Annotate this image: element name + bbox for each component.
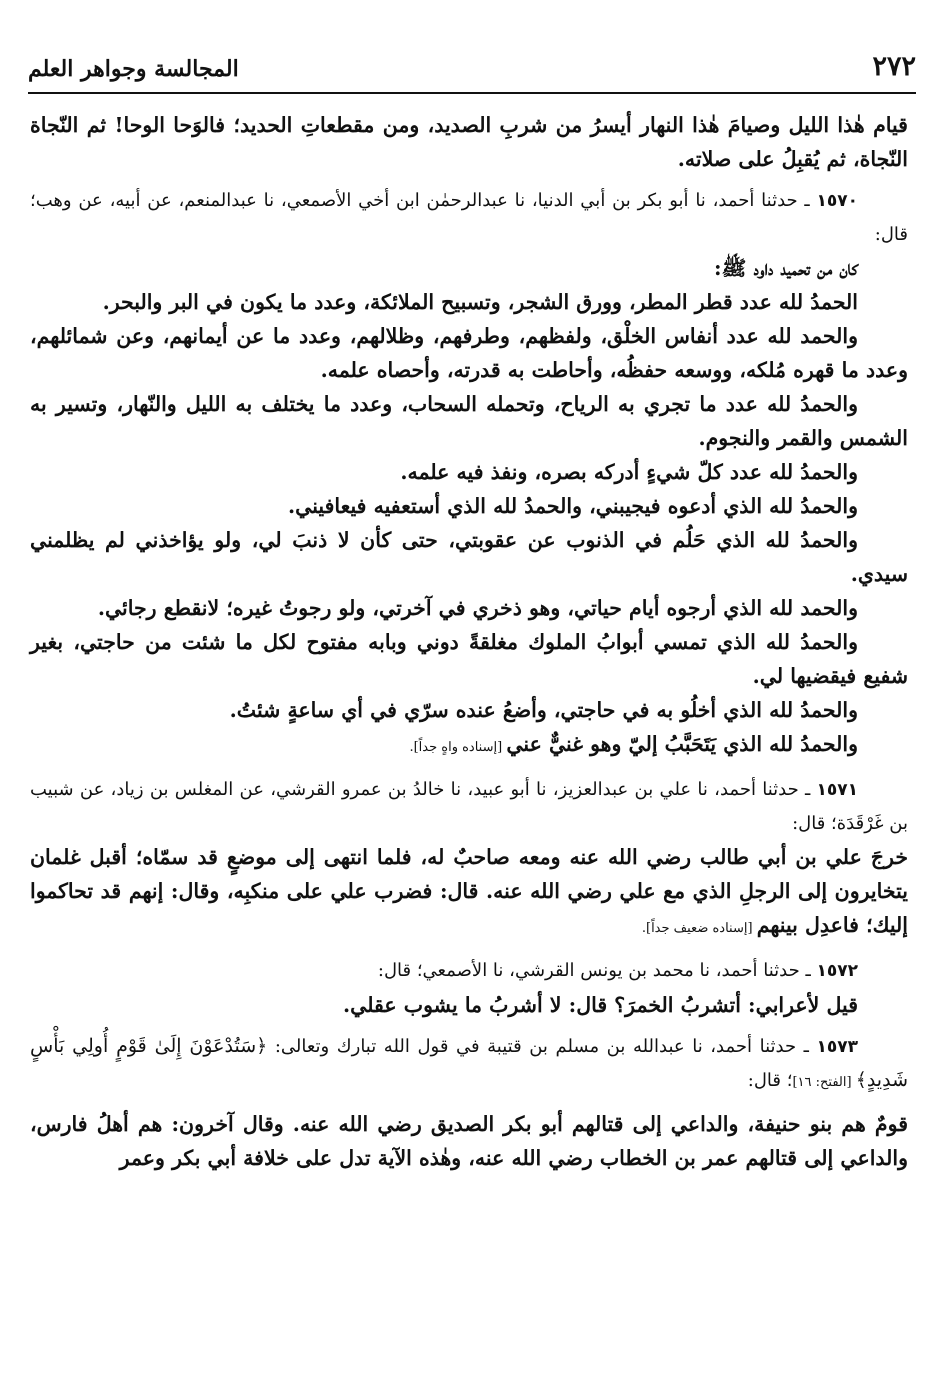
isnad-note: [إسناده ضعيف جداً]. bbox=[641, 921, 757, 936]
paragraph: والحمد لله الذي أرجوه أيام حياتي، وهو ذخري في آخرتي، ولو رجوتُ غيره؛ لانقطع رجائي. bbox=[97, 596, 858, 620]
hadith-1571: ١٥٧١ ـ حدثنا أحمد، نا علي بن عبدالعزيز، نا أبو عبيد، نا خالدُ بن عمرو القرشي، عن المغلس بن زياد، عن شبيب بن غَرْقَدَة؛ قال: bbox=[30, 779, 908, 834]
hadith-number: ١٥٧٢ bbox=[816, 961, 858, 981]
paragraph: قيام هٰذا الليل وصيامَ هٰذا النهار أيسرُ من شربِ الصديد، ومن مقطعاتِ الحديد؛ فالوَحا الوحا! ثم النّجاة النّجاة، ثم يُقبِلُ على صلاته. bbox=[30, 113, 908, 171]
hadith-number: ١٥٧٣ bbox=[816, 1037, 858, 1057]
paragraph: قيل لأعرابي: أتشربُ الخمرَ؟ قال: لا أشربُ ما يشوب عقلي. bbox=[343, 993, 858, 1017]
hadith-1573: ١٥٧٣ ـ حدثنا أحمد، نا عبدالله بن مسلم بن قتيبة في قول الله تبارك وتعالى: ﴿سَتُدْعَوْنَ إِلَىٰ قَوْمٍ أُولِي بَأْسٍ شَدِيدٍ﴾ [الفتح: ١٦]؛ قال: bbox=[30, 1035, 908, 1091]
verse-reference: [الفتح: ١٦] bbox=[792, 1075, 856, 1090]
paragraph: والحمدُ لله الذي أخلُو به في حاجتي، وأضعُ عنده سرّي في أي ساعةٍ شئتُ. bbox=[229, 698, 858, 722]
hadith-1572: ١٥٧٢ ـ حدثنا أحمد، نا محمد بن يونس القرشي، نا الأصمعي؛ قال: bbox=[377, 960, 858, 981]
isnad-note: [إسناده واهٍ جداً]. bbox=[409, 740, 507, 755]
paragraph: والحمد لله عدد أنفاس الخلْق، ولفظهم، وطرفهم، وظلالهم، وعدد ما عن أيمانهم، وعن شمائلهم، وعدد ما قهره مُلكه، ووسعه حفظُه، وأحاطت به قدرته، وأحصاه علمه. bbox=[30, 324, 908, 382]
paragraph: قومٌ هم بنو حنيفة، والداعي إلى قتالهم أبو بكر الصديق رضي الله عنه. وقال آخرون: هم أهلُ فارس، والداعي إلى قتالهم عمر بن الخطاب رضي الله عنه، وهٰذه الآية تدل على خلافة أبي بكر وعمر bbox=[30, 1112, 908, 1170]
page-number: ٢٧٢ bbox=[872, 51, 916, 82]
header-rule bbox=[28, 92, 916, 94]
paragraph: والحمدُ لله الذي تمسي أبوابُ الملوك مغلقةً دوني وبابه مفتوح لكل ما شئت من حاجتي، بغير شفيع فيقضيها لي. bbox=[30, 630, 908, 688]
quran-verse: ﴿سَتُدْعَوْنَ إِلَىٰ قَوْمٍ أُولِي بَأْسٍ شَدِيدٍ﴾ bbox=[30, 1035, 908, 1091]
hadith-number: ١٥٧١ bbox=[816, 780, 858, 800]
paragraph: والحمدُ لله الذي يَتَحَبَّبُ إليّ وهو غنيٌّ عني [إسناده واهٍ جداً]. bbox=[409, 732, 858, 756]
paragraph: الحمدُ لله عدد قطر المطر، وورق الشجر، وتسبيح الملائكة، وعدد ما يكون في البر والبحر. bbox=[102, 290, 858, 314]
hadith-1570: ١٥٧٠ ـ حدثنا أحمد، نا أبو بكر بن أبي الدنيا، نا عبدالرحمٰن ابن أخي الأصمعي، نا عبدالمنعم، عن أبيه، عن وهب؛ قال: bbox=[30, 190, 908, 245]
running-title: المجالسة وجواهر العلم bbox=[28, 56, 239, 82]
paragraph: خرجَ علي بن أبي طالب رضي الله عنه ومعه صاحبٌ له، فلما انتهى إلى موضعٍ قد سمّاه؛ أقبل غلمان يتخايرون إلى الرجلِ الذي مع علي رضي الله عنه. قال: فضرب علي على منكبِه، وقال: إنهم قد تحاكموا إليك؛ فاعدِل بينهم [إسناده ضعيف جداً]. bbox=[30, 845, 908, 937]
paragraph: والحمدُ لله عدد ما تجري به الرياح، وتحمله السحاب، وعدد ما يختلف به الليل والنّهار، وتسير به الشمس والقمر والنجوم. bbox=[30, 392, 908, 450]
paragraph: والحمدُ لله الذي حَلُم في الذنوب عن عقوبتي، حتى كأن لا ذنبَ لي، ولو يؤاخذني لم يظلمني سيدي. bbox=[30, 528, 908, 586]
paragraph: والحمدُ لله الذي أدعوه فيجيبني، والحمدُ لله الذي أستعفيه فيعافيني. bbox=[287, 494, 858, 518]
hadith-number: ١٥٧٠ bbox=[816, 191, 858, 211]
paragraph: كان من تحميد داود ﷺ: bbox=[714, 256, 858, 280]
paragraph: والحمدُ لله عدد كلّ شيءٍ أدركه بصره، ونفذ فيه علمه. bbox=[400, 460, 858, 484]
page-header bbox=[28, 48, 916, 82]
page-body bbox=[30, 108, 908, 1175]
